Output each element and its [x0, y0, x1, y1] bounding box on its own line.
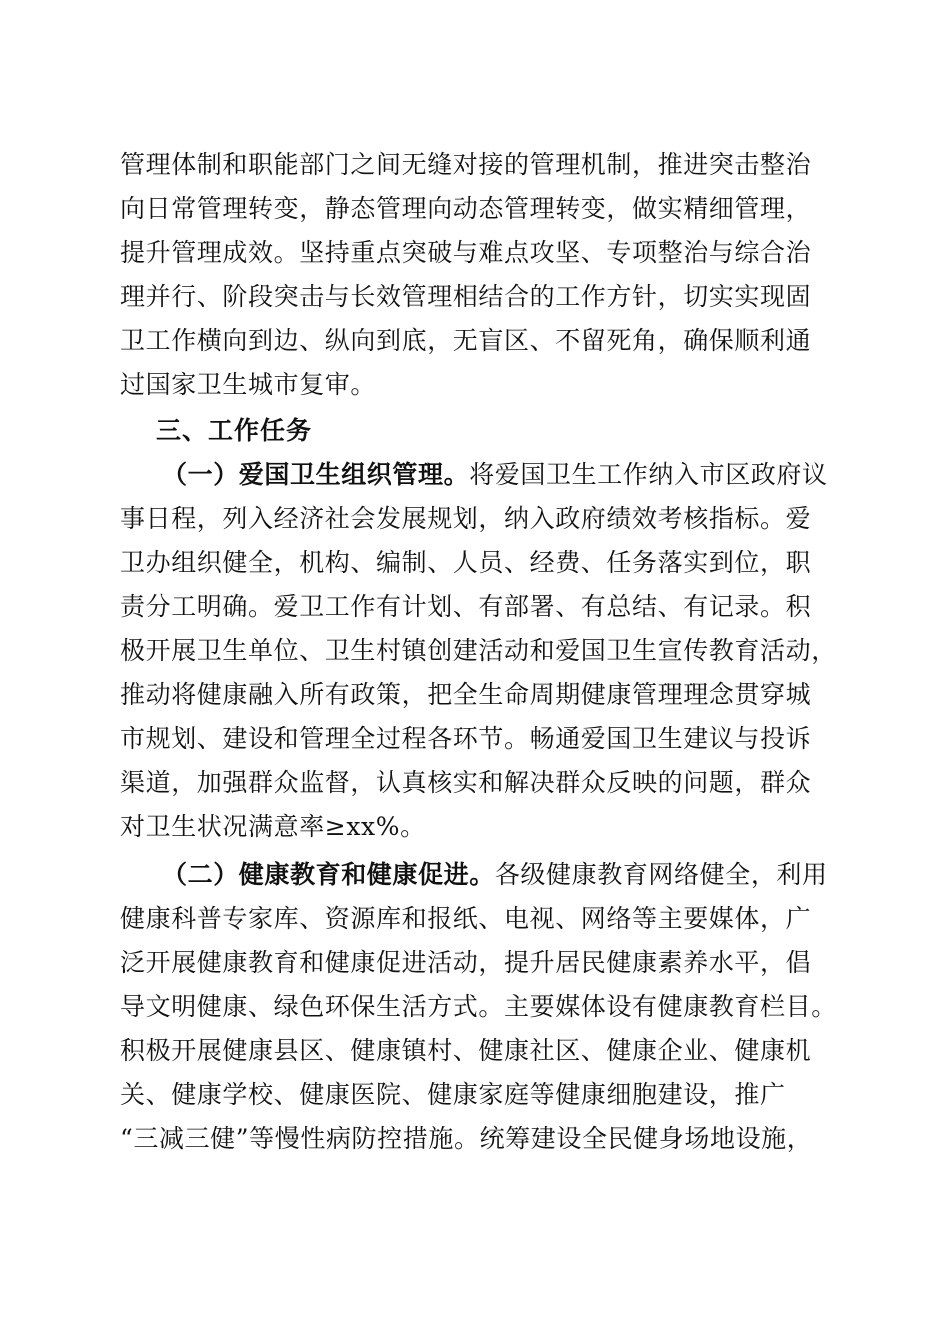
item-title: （一）爱国卫生组织管理。 [162, 460, 470, 489]
paragraph-line: 推动将健康融入所有政策，把全生命周期健康管理理念贯穿城 [120, 680, 812, 709]
paragraph-line: 事日程，列入经济社会发展规划，纳入政府绩效考核指标。爱 [120, 504, 812, 533]
item-first-line [162, 458, 828, 492]
paragraph-line: 导文明健康、绿色环保生活方式。主要媒体设有健康教育栏目。 [120, 992, 837, 1021]
paragraph-line: 对卫生状况满意率≥xx%。 [120, 812, 426, 841]
paragraph-line: 关、健康学校、健康医院、健康家庭等健康细胞建设，推广 [120, 1080, 786, 1109]
paragraph-line: “三减三健”等慢性病防控措施。统筹建设全民健身场地设施， [120, 1124, 813, 1153]
paragraph-line: 市规划、建设和管理全过程各环节。畅通爱国卫生建议与投诉 [120, 724, 812, 753]
paragraph-line: 向日常管理转变，静态管理向动态管理转变，做实精细管理， [120, 194, 812, 223]
paragraph-line: 健康科普专家库、资源库和报纸、电视、网络等主要媒体，广 [120, 904, 812, 933]
paragraph-line: 理并行、阶段突击与长效管理相结合的工作方针，切实实现固 [120, 282, 812, 311]
item-title: （二）健康教育和健康促进。 [162, 860, 495, 889]
item-text: 各级健康教育网络健全，利用 [494, 860, 828, 889]
section-heading: 三、工作任务 [156, 416, 313, 445]
paragraph-line: 管理体制和职能部门之间无缝对接的管理机制，推进突击整治 [120, 150, 812, 179]
paragraph-line: 泛开展健康教育和健康促进活动，提升居民健康素养水平，倡 [120, 948, 812, 977]
paragraph-line: 极开展卫生单位、卫生村镇创建活动和爱国卫生宣传教育活动， [120, 636, 837, 665]
paragraph-line: 提升管理成效。坚持重点突破与难点攻坚、专项整治与综合治 [120, 238, 812, 267]
paragraph-line: 积极开展健康县区、健康镇村、健康社区、健康企业、健康机 [120, 1036, 812, 1065]
item-text: 将爱国卫生工作纳入市区政府议 [469, 460, 828, 489]
paragraph-line: 卫办组织健全，机构、编制、人员、经费、任务落实到位，职 [120, 548, 812, 577]
paragraph-line: 过国家卫生城市复审。 [120, 370, 377, 399]
paragraph-line: 渠道，加强群众监督，认真核实和解决群众反映的问题，群众 [120, 768, 812, 797]
item-first-line [162, 858, 828, 892]
paragraph-line: 卫工作横向到边、纵向到底，无盲区、不留死角，确保顺利通 [120, 326, 812, 355]
paragraph-line: 责分工明确。爱卫工作有计划、有部署、有总结、有记录。积 [120, 592, 812, 621]
